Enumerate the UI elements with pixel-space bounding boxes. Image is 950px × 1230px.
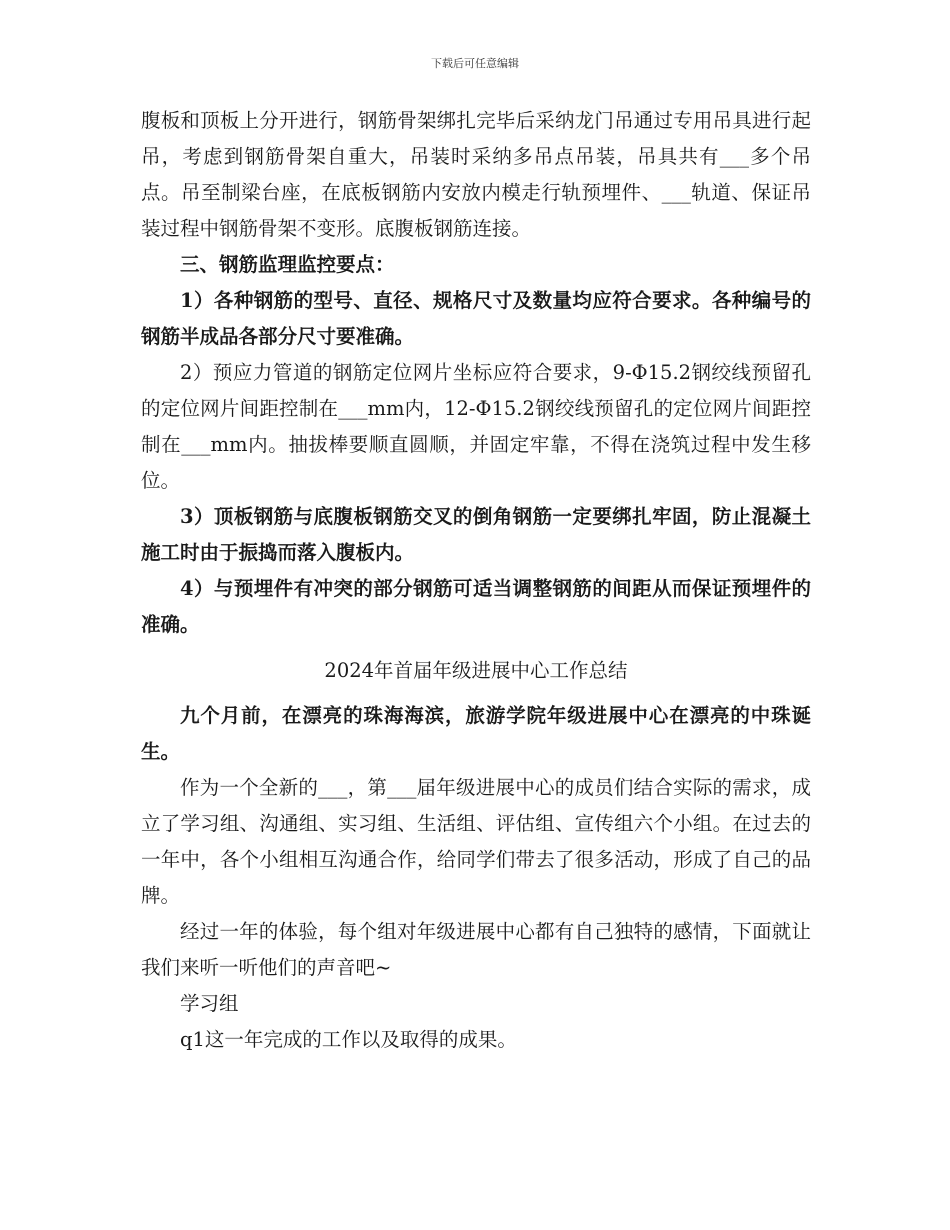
document-body	[141, 103, 811, 1058]
list-item-2: 2）预应力管道的钢筋定位网片坐标应符合要求，9-Φ15.2钢绞线预留孔的定位网片间距控制在___mm内，12-Φ15.2钢绞线预留孔的定位网片间距控制在___mm内。抽拔棒要顺直圆顺，并固定牢靠，不得在浇筑过程中发生移位。	[141, 361, 811, 492]
question-q1: q1这一年完成的工作以及取得的成果。	[180, 1028, 517, 1051]
paragraph-rebar-hoisting: 腹板和顶板上分开进行，钢筋骨架绑扎完毕后采纳龙门吊通过专用吊具进行起吊，考虑到钢筋骨架自重大，吊装时采纳多吊点吊装，吊具共有___多个吊点。吊至制梁台座，在底板钢筋内安放内模走行轨预埋件、___轨道、保证吊装过程中钢筋骨架不变形。底腹板钢筋连接。	[141, 109, 811, 240]
list-item-3: 3）顶板钢筋与底腹板钢筋交叉的倒角钢筋一定要绑扎牢固，防止混凝土施工时由于振捣而落入腹板内。	[141, 505, 811, 564]
list-item-1: 1）各种钢筋的型号、直径、规格尺寸及数量均应符合要求。各种编号的钢筋半成品各部分尺寸要准确。	[141, 289, 811, 348]
intro-paragraph: 九个月前，在漂亮的珠海海滨，旅游学院年级进展中心在漂亮的中珠诞生。	[141, 704, 811, 763]
page-header-note: 下载后可任意编辑	[431, 57, 519, 70]
section-heading-supervision: 三、钢筋监理监控要点：	[180, 253, 395, 276]
group-label-study: 学习组	[180, 992, 239, 1015]
list-item-4: 4）与预埋件有冲突的部分钢筋可适当调整钢筋的间距从而保证预埋件的准确。	[141, 577, 811, 636]
paragraph-experience: 经过一年的体验，每个组对年级进展中心都有自己独特的感情，下面就让我们来听一听他们的声音吧~	[141, 920, 811, 979]
paragraph-groups: 作为一个全新的___，第___届年级进展中心的成员们结合实际的需求，成立了学习组、沟通组、实习组、生活组、评估组、宣传组六个小组。在过去的一年中，各个小组相互沟通合作，给同学们带去了很多活动，形成了自己的品牌。	[141, 776, 811, 907]
document-title: 2024年首届年级进展中心工作总结	[324, 659, 628, 682]
